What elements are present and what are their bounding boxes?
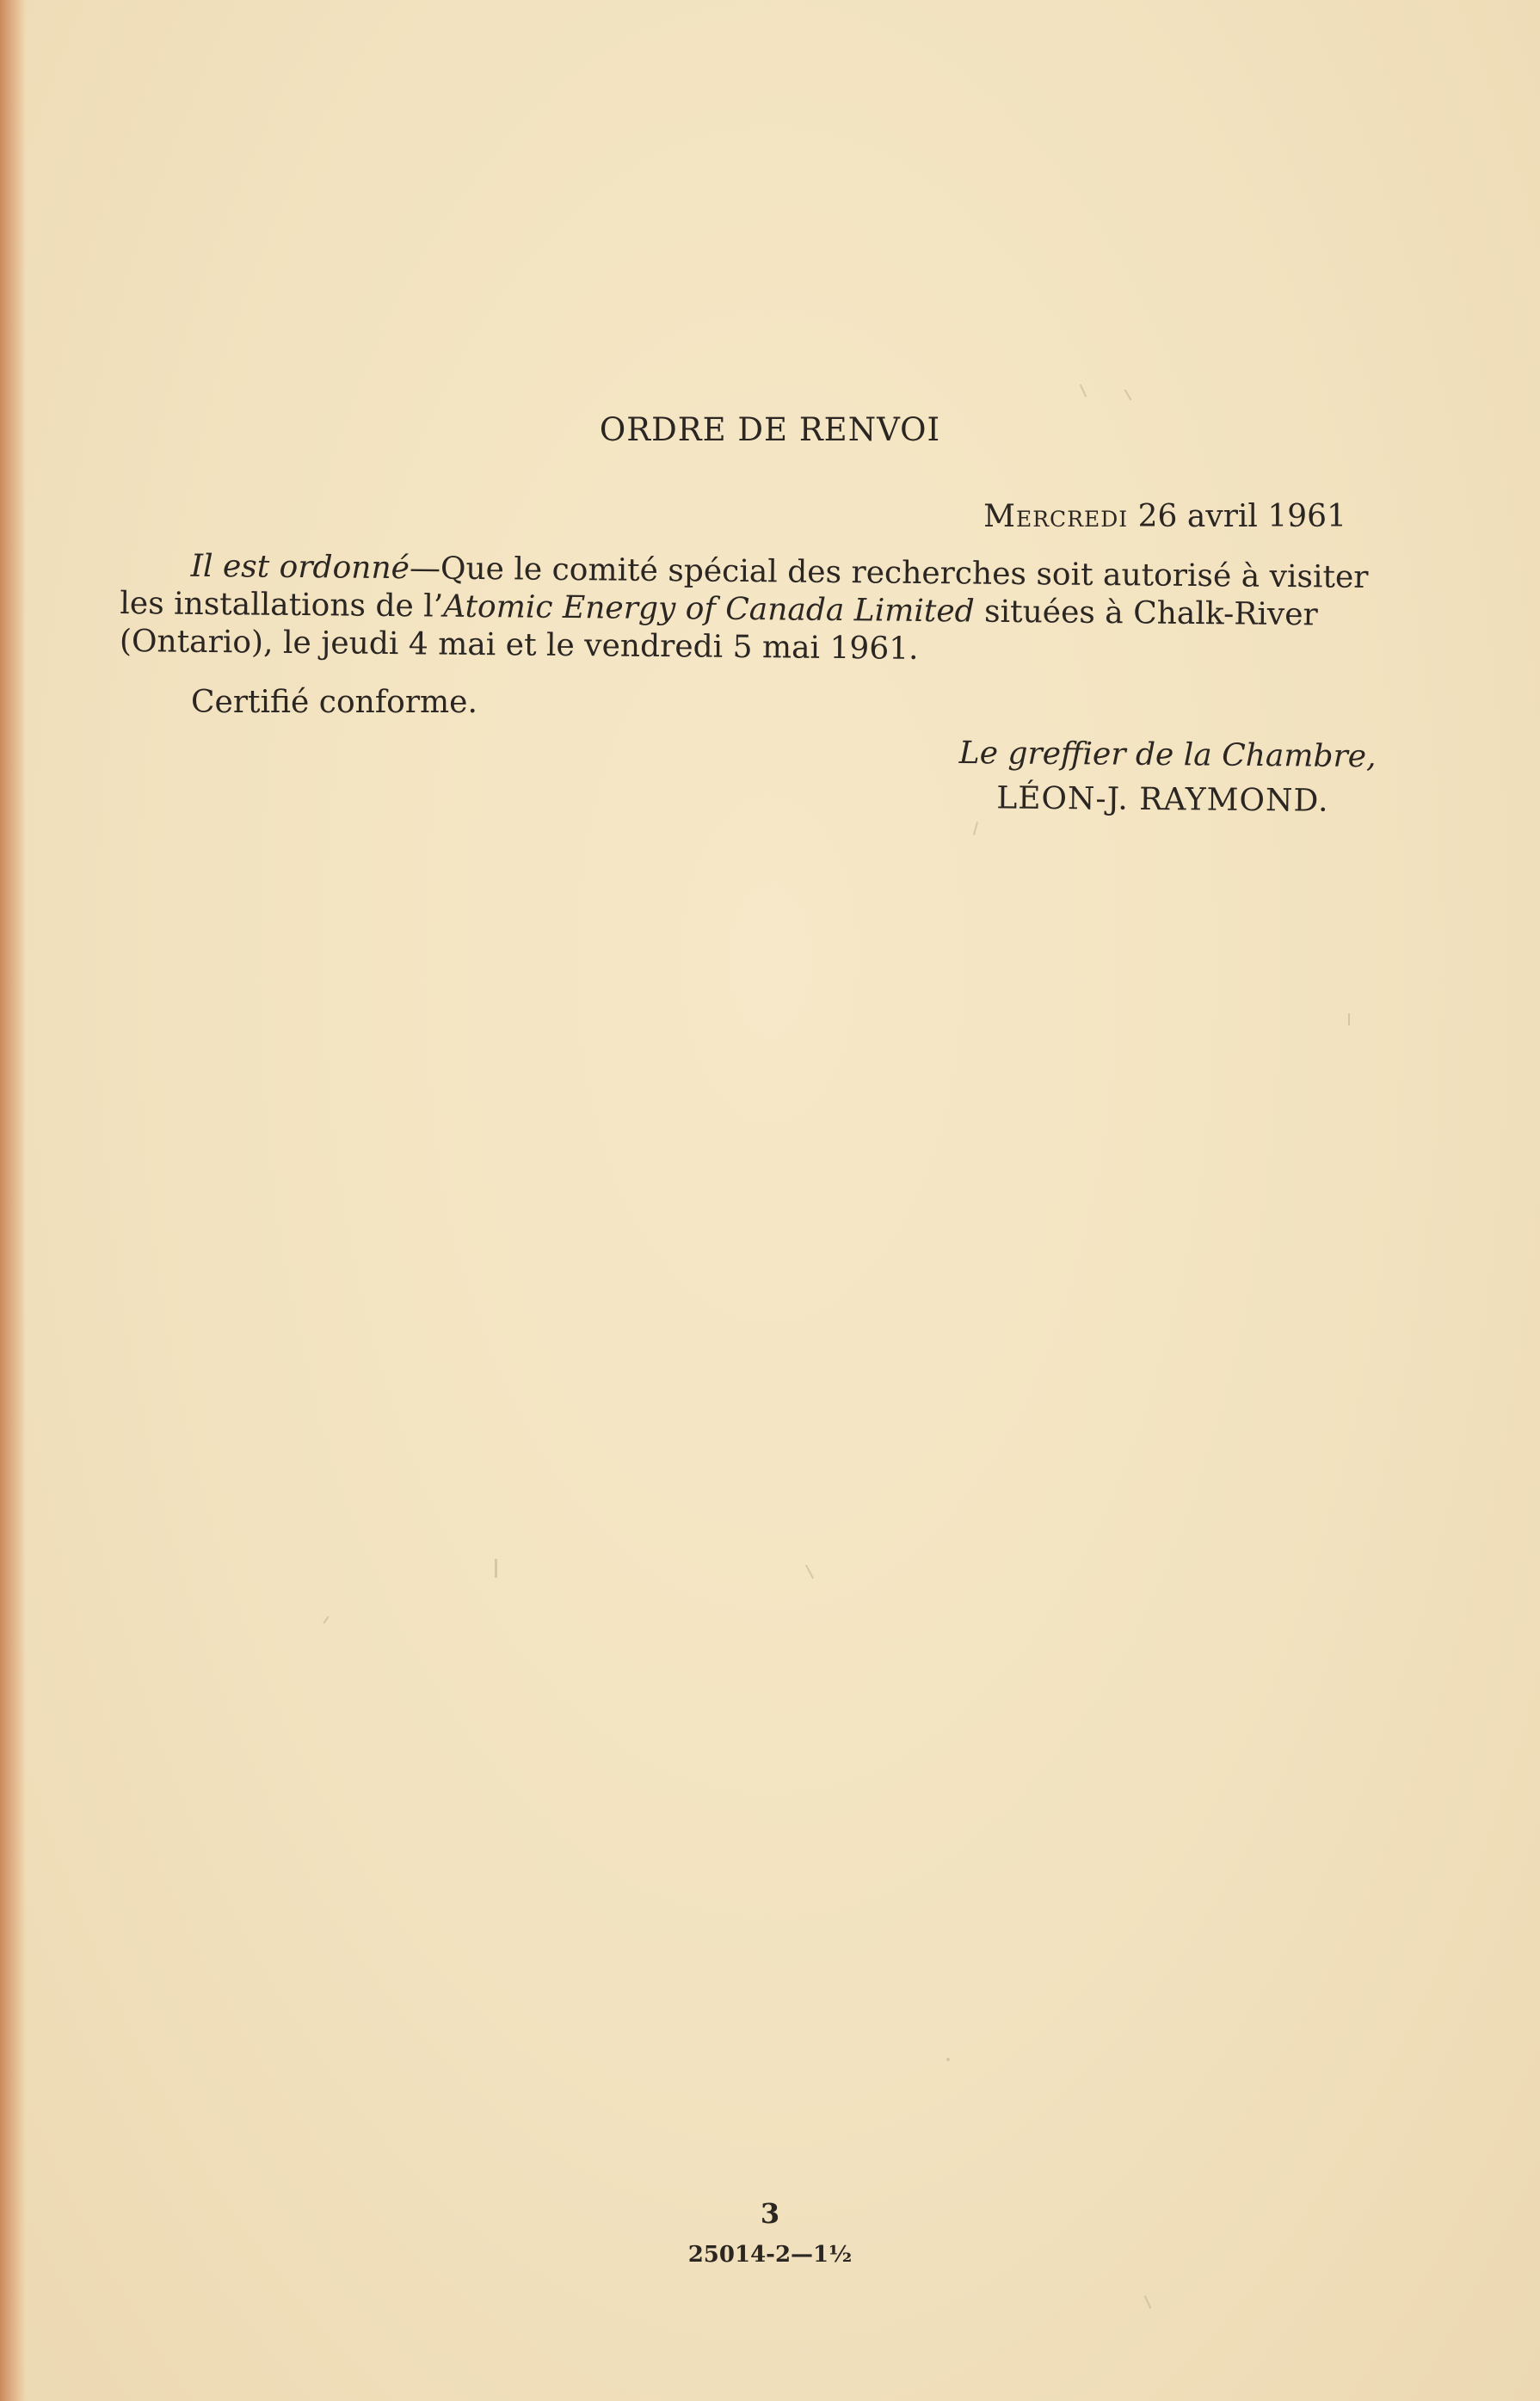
order-text-after: situées à Chalk-River (Ontario), le jeudi 4 mai et le vendredi 5 mai 1961. — [119, 594, 1318, 667]
paper-speck — [805, 1565, 814, 1579]
paper-speck — [1080, 384, 1087, 397]
document-date — [983, 499, 1346, 534]
order-lead: Il est ordonné — [190, 548, 410, 587]
page-number: 3 — [760, 2197, 780, 2230]
paper-speck — [1144, 2295, 1152, 2308]
date-day-month-year: 26 avril 1961 — [1137, 499, 1346, 534]
paper-speck — [1124, 389, 1132, 400]
paper-speck — [973, 822, 978, 835]
signature-block — [958, 731, 1377, 824]
document-title: ORDRE DE RENVOI — [599, 411, 941, 448]
signatory-name: LÉON-J. RAYMOND. — [996, 780, 1329, 819]
company-name: Atomic Energy of Canada Limited — [443, 588, 975, 630]
certification-line: Certifié conforme. — [191, 685, 477, 720]
print-code: 25014-2—1½ — [687, 2242, 853, 2268]
order-text-before: —Que le comité spécial des recherches soit autorisé à visiter les installations de l’ — [120, 551, 1369, 625]
paper-speck — [323, 1616, 329, 1623]
signatory-role: Le greffier de la Chambre, — [958, 735, 1377, 775]
paper-speck — [1348, 1013, 1350, 1025]
paper-speck — [946, 2058, 950, 2061]
paper-speck — [495, 1559, 497, 1578]
date-weekday: Mercredi — [983, 499, 1129, 534]
binding-edge — [0, 0, 26, 2401]
order-paragraph — [120, 547, 1421, 674]
